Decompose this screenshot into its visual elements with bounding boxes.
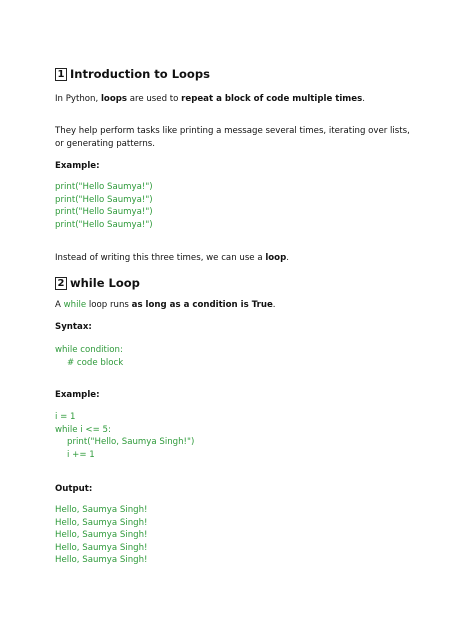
intro-bold-loops: loops	[100, 94, 127, 104]
intro-text: .	[272, 300, 276, 310]
section-1-title: Introduction to Loops	[70, 67, 210, 81]
intro-bold-phrase: as long as a condition is True	[131, 300, 273, 310]
number-box-icon: 1	[55, 68, 67, 81]
syntax-code-block	[55, 344, 123, 369]
section-1-intro	[55, 93, 365, 106]
syntax-label: Syntax:	[55, 322, 92, 332]
output-label: Output:	[55, 484, 93, 494]
number-box-icon: 2	[55, 277, 67, 290]
code-line: print("Hello Saumya!")	[55, 194, 153, 205]
output-line: Hello, Saumya Singh!	[55, 505, 148, 515]
code-line: while i <= 5:	[55, 424, 111, 435]
example-code-block	[55, 411, 194, 461]
closing-bold-loop: loop	[265, 253, 287, 263]
example-label: Example:	[55, 161, 100, 171]
example-code-block	[55, 181, 153, 231]
closing-text: Instead of writing this three times, we can use a	[55, 253, 266, 263]
code-line: print("Hello Saumya!")	[55, 219, 153, 230]
intro-text: are used to	[127, 94, 182, 104]
paragraph-line: or generating patterns.	[55, 138, 155, 149]
code-line: print("Hello, Saumya Singh!")	[67, 437, 195, 447]
code-line: while condition:	[55, 345, 123, 355]
intro-text: In Python,	[55, 94, 101, 104]
closing-text: .	[286, 253, 289, 263]
code-line: i += 1	[67, 449, 95, 460]
code-line: i = 1	[55, 412, 76, 422]
output-block	[55, 504, 148, 567]
section-2-intro	[55, 299, 276, 312]
intro-text: .	[362, 94, 365, 104]
intro-text: loop runs	[86, 300, 132, 310]
code-line: print("Hello Saumya!")	[55, 182, 153, 192]
paragraph-line: They help perform tasks like printing a message several times, iterating over lists,	[55, 126, 410, 136]
section-1-closing	[55, 252, 289, 265]
intro-keyword-while: while	[63, 300, 87, 310]
output-line: Hello, Saumya Singh!	[55, 542, 148, 553]
code-line: # code block	[67, 357, 124, 368]
section-2-title: while Loop	[70, 276, 140, 290]
output-line: Hello, Saumya Singh!	[55, 530, 148, 540]
output-line: Hello, Saumya Singh!	[55, 555, 148, 565]
code-line: print("Hello Saumya!")	[55, 207, 153, 217]
intro-text: A	[55, 300, 64, 310]
intro-bold-phrase: repeat a block of code multiple times	[181, 94, 363, 104]
section-2-heading	[55, 276, 140, 290]
example-label: Example:	[55, 390, 100, 400]
output-line: Hello, Saumya Singh!	[55, 517, 148, 528]
section-1-paragraph	[55, 125, 410, 150]
section-1-heading	[55, 67, 210, 81]
